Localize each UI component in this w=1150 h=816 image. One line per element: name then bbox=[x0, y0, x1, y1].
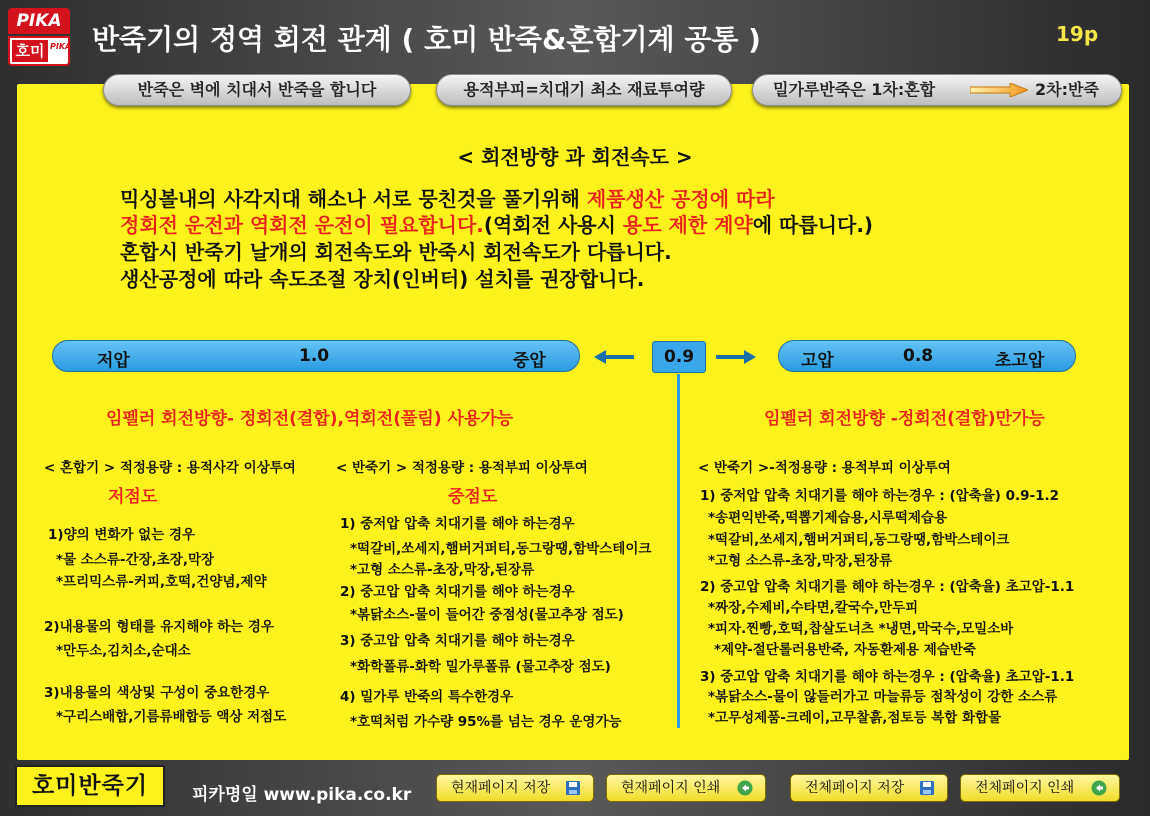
col2-s3: 3) 중고압 압축 치대기를 해야 하는경우 bbox=[340, 633, 575, 649]
left-impeller-heading: 임펠러 회전방향- 정회전(결합),역회전(풀림) 사용가능 bbox=[106, 409, 514, 429]
pill-volume-note: 용적부피=치대기 최소 재료투여량 bbox=[436, 74, 732, 106]
footer-site: 피카명일 www.pika.co.kr bbox=[192, 785, 412, 805]
intro-line-4: 생산공정에 따라 속도조절 장치(인버터) 설치를 권장합니다. bbox=[120, 267, 645, 291]
pressure-ultra-label: 초고압 bbox=[995, 351, 1045, 371]
pressure-low-value: 1.0 bbox=[299, 346, 330, 366]
col1-s3a: *구리스배합,기름류배합등 액상 저점도 bbox=[56, 709, 287, 725]
pill-flour-second: 2차:반죽 bbox=[1035, 80, 1099, 99]
col3-s2c: *제약-절단롤러용반죽, 자동환제용 제습반죽 bbox=[714, 642, 976, 658]
save-icon bbox=[919, 780, 935, 796]
col3-s2a: *짜장,수제비,수타면,칼국수,만두피 bbox=[708, 600, 919, 616]
page-number: 19p bbox=[1056, 22, 1099, 46]
print-all-label: 전체페이지 인쇄 bbox=[975, 780, 1075, 796]
intro-line-3: 혼합시 반죽기 날개의 회전속도와 반죽시 회전속도가 다릅니다. bbox=[120, 240, 672, 264]
arrow-left-icon bbox=[594, 350, 634, 364]
right-impeller-heading: 임펠러 회전방향 -정회전(결합)만가능 bbox=[764, 409, 1045, 429]
intro-2b: (역회전 사용시 bbox=[483, 213, 623, 237]
pressure-mid-label: 중압 bbox=[513, 351, 546, 371]
intro-1a: 믹싱볼내의 사각지대 해소나 서로 뭉친것을 풀기위해 bbox=[120, 187, 587, 211]
col2-s2a: *볶닭소스-물이 들어간 중점성(물고추장 점도) bbox=[350, 607, 624, 623]
col2-head: < 반죽기 > 적정용량 : 용적부피 이상투여 bbox=[336, 460, 588, 476]
intro-2c: 용도 제한 계약 bbox=[622, 213, 753, 237]
col3-s3b: *고무성제품-크레이,고무찰흙,점토등 복합 화합물 bbox=[708, 710, 1002, 726]
pressure-high-value: 0.8 bbox=[903, 346, 934, 366]
intro-2d: 에 따릅니다.) bbox=[752, 213, 874, 237]
save-icon bbox=[565, 780, 581, 796]
col2-s1b: *고형 소스류-초장,막장,된장류 bbox=[350, 562, 535, 578]
col1-s3: 3)내용물의 색상및 구성이 중요한경우 bbox=[44, 685, 270, 701]
section-title: < 회전방향 과 회전속도 > bbox=[457, 145, 693, 169]
pressure-bar-low-mid bbox=[52, 340, 580, 372]
col2-s4: 4) 밀가루 반죽의 특수한경우 bbox=[340, 689, 514, 705]
col2-s1: 1) 중저압 압축 치대기를 해야 하는경우 bbox=[340, 516, 575, 532]
col3-s3: 3) 중고압 압축 치대기를 해야 하는경우 : (압축율) 초고압-1.1 bbox=[700, 669, 1075, 685]
intro-line-2 bbox=[120, 209, 873, 238]
intro-2a: 정회전 운전과 역회전 운전이 필요합니다. bbox=[120, 213, 484, 237]
pressure-high-label: 고압 bbox=[801, 351, 834, 371]
homi-kneader-logo: 호미반죽기 bbox=[15, 765, 165, 807]
save-current-page-button[interactable] bbox=[436, 774, 594, 802]
pill-kneading-note: 반죽은 벽에 치대서 반죽을 합니다 bbox=[103, 74, 411, 106]
intro-line-1 bbox=[120, 183, 775, 212]
print-current-page-button[interactable] bbox=[606, 774, 766, 802]
col3-s1a: *송편익반죽,떡뽑기제습용,시루떡제습용 bbox=[708, 510, 948, 526]
col3-head: < 반죽기 >-적정용량 : 용적부피 이상투여 bbox=[698, 460, 951, 476]
pill-flour-first: 밀가루반죽은 1차:혼합 bbox=[773, 80, 936, 99]
col2-s1a: *떡갈비,쏘세지,햄버거퍼티,동그랑땡,함박스테이크 bbox=[350, 541, 652, 557]
save-all-pages-button[interactable] bbox=[790, 774, 948, 802]
col1-sub: 저점도 bbox=[108, 487, 158, 507]
col2-sub: 중점도 bbox=[448, 487, 498, 507]
col3-s1c: *고형 소스류-초장,막장,된장류 bbox=[708, 553, 893, 569]
orange-arrow-icon bbox=[970, 83, 1028, 97]
col1-head: < 혼합기 > 적정용량 : 용적사각 이상투여 bbox=[44, 460, 296, 476]
print-current-label: 현재페이지 인쇄 bbox=[621, 780, 721, 796]
col3-s2: 2) 중고압 압축 치대기를 해야 하는경우 : (압축율) 초고압-1.1 bbox=[700, 579, 1075, 595]
pressure-bar-high bbox=[778, 340, 1076, 372]
save-current-label: 현재페이지 저장 bbox=[451, 780, 551, 796]
col1-s2a: *만두소,김치소,순대소 bbox=[56, 643, 191, 659]
pressure-center-value: 0.9 bbox=[652, 341, 706, 373]
pika-logo bbox=[8, 8, 70, 66]
go-icon bbox=[737, 780, 753, 796]
col2-s4a: *호떡처럼 가수량 95%를 넘는 경우 운영가능 bbox=[350, 714, 622, 730]
logo-mini: PIKA bbox=[50, 42, 72, 51]
col1-s1b: *프리믹스류-커피,호떡,건양념,제약 bbox=[56, 574, 267, 590]
logo-homi bbox=[8, 36, 70, 66]
column-divider bbox=[677, 374, 680, 728]
go-icon bbox=[1091, 780, 1107, 796]
save-all-label: 전체페이지 저장 bbox=[805, 780, 905, 796]
arrow-right-icon bbox=[716, 350, 756, 364]
col3-s3a: *볶닭소스-물이 않들러가고 마늘류등 점착성이 강한 소스류 bbox=[708, 689, 1058, 705]
logo-ko: 호미 bbox=[12, 40, 48, 62]
col1-s2: 2)내용물의 형태를 유지해야 하는 경우 bbox=[44, 619, 274, 635]
col1-s1: 1)양의 변화가 없는 경우 bbox=[48, 527, 196, 543]
col2-s2: 2) 중고압 압축 치대기를 해야 하는경우 bbox=[340, 584, 575, 600]
logo-brand: PIKA bbox=[8, 8, 70, 34]
col1-s1a: *물 소스류-간장,초장,막장 bbox=[56, 552, 215, 568]
col3-s1: 1) 중저압 압축 치대기를 해야 하는경우 : (압축율) 0.9-1.2 bbox=[700, 488, 1060, 504]
col3-s2b: *피자.찐빵,호떡,찹살도너츠 *냉면,막국수,모밀소바 bbox=[708, 621, 1014, 637]
print-all-pages-button[interactable] bbox=[960, 774, 1120, 802]
page-title: 반죽기의 정역 회전 관계 ( 호미 반죽&혼합기계 공통 ) bbox=[92, 23, 761, 56]
col2-s3a: *화학폴류-화학 밀가루폴류 (물고추장 점도) bbox=[350, 659, 611, 675]
pill-flour-note bbox=[752, 74, 1122, 106]
pressure-low-label: 저압 bbox=[97, 351, 130, 371]
col3-s1b: *떡갈비,쏘세지,햄버거퍼티,동그랑땡,함박스테이크 bbox=[708, 532, 1010, 548]
intro-1b: 제품생산 공정에 따라 bbox=[586, 187, 775, 211]
